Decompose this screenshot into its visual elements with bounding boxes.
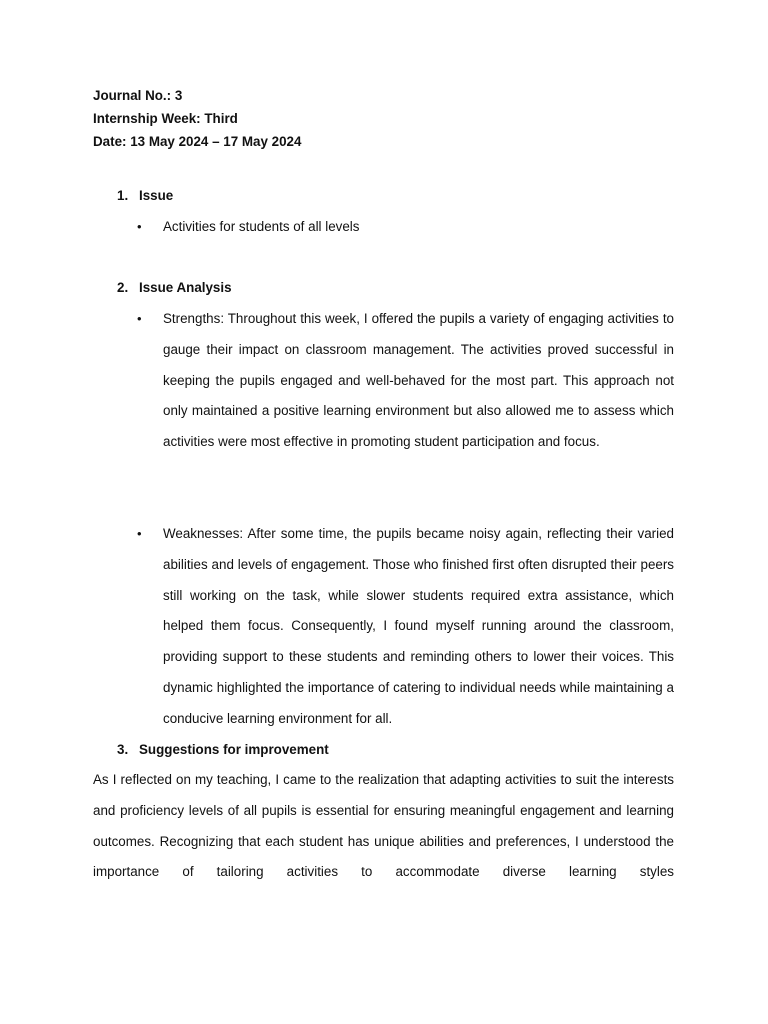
bullet-text: Activities for students of all levels (163, 219, 360, 234)
journal-date: Date: 13 May 2024 – 17 May 2024 (93, 134, 302, 149)
list-item (137, 218, 674, 236)
section-number: 3. (117, 742, 129, 757)
bullet-icon: • (137, 219, 142, 234)
section-number: 1. (117, 188, 129, 203)
section-title: Issue (139, 188, 174, 203)
bullet-icon: • (137, 526, 142, 541)
bullet-text: Strengths: Throughout this week, I offered the pupils a variety of engaging activities to gauge their impact on classroom management. The activities proved successful in keeping the pupils engaged and well-behaved for the most part. This approach not only maintained a positive learning environment but also allowed me to assess which activities were most effective in promoting student participation and focus. (163, 311, 674, 450)
journal-number: Journal No.: 3 (93, 88, 183, 103)
section-title: Issue Analysis (139, 280, 232, 295)
list-item-strengths (137, 310, 674, 458)
section-number: 2. (117, 280, 129, 295)
suggestions-paragraph: As I reflected on my teaching, I came to the realization that adapting activities to suit the interests and proficiency levels of all pupils is essential for ensuring meaningful engagement and learning outcomes. Recognizing that each student has unique abilities and preferences, I understood the importance of tailoring activities to accommodate diverse learning styles (93, 772, 674, 880)
bullet-text: Weaknesses: After some time, the pupils became noisy again, reflecting their varied abilities and levels of engagement. Those who finished first often disrupted their peers still working on the task, while slower students required extra assistance, which helped them focus. Consequently, I found myself running around the classroom, providing support to these students and reminding others to lower their voices. This dynamic highlighted the importance of catering to individual needs while maintaining a conducive learning environment for all. (163, 526, 674, 726)
list-item-weaknesses (137, 525, 674, 735)
section-title: Suggestions for improvement (139, 742, 329, 757)
bullet-icon: • (137, 311, 142, 326)
internship-week: Internship Week: Third (93, 111, 238, 126)
